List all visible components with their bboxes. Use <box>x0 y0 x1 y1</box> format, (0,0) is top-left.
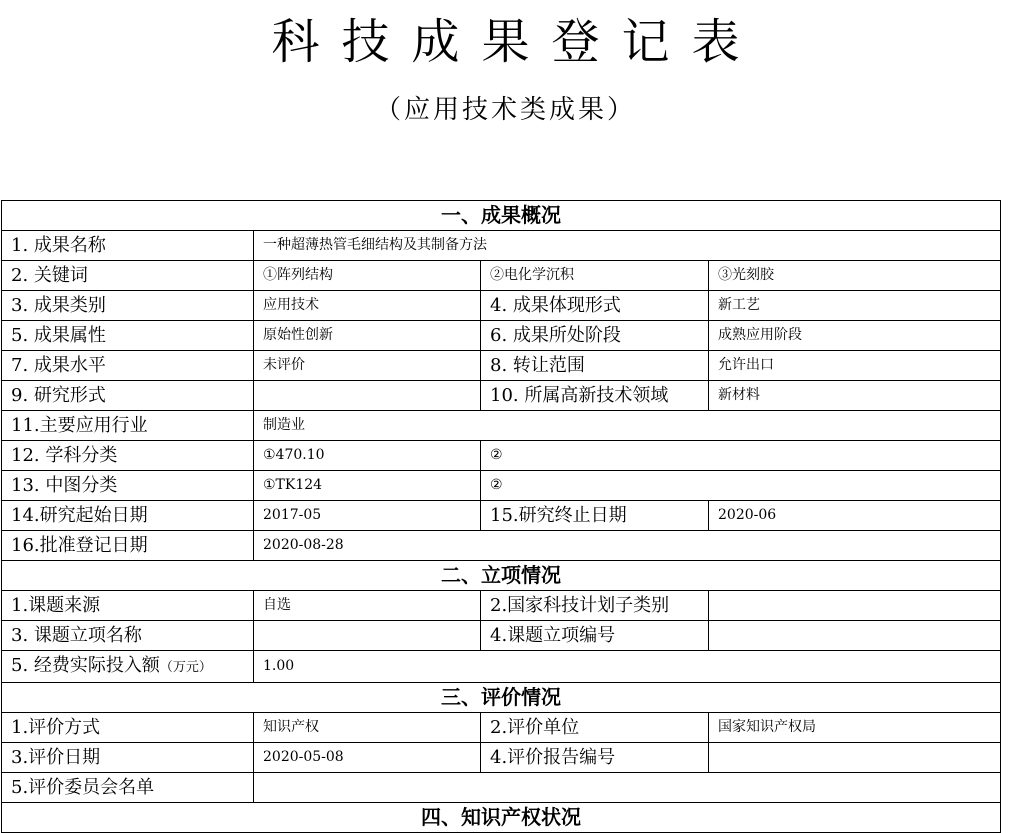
table-row <box>2 471 1001 501</box>
field-label: 1.课题来源 <box>2 591 254 621</box>
clc-class-value: ①TK124 <box>254 471 481 501</box>
field-label: 14.研究起始日期 <box>2 501 254 531</box>
section-title: 三、评价情况 <box>2 683 1001 713</box>
table-row <box>2 321 1001 351</box>
field-label: 7. 成果水平 <box>2 351 254 381</box>
section-header-overview <box>2 201 1001 231</box>
keyword-value: ①阵列结构 <box>254 261 481 291</box>
committee-list-value <box>254 773 1001 803</box>
table-row <box>2 501 1001 531</box>
subject-class-value: ② <box>481 441 1001 471</box>
field-label: 3.评价日期 <box>2 743 254 773</box>
project-number-value <box>709 621 1001 651</box>
start-date-value: 2017-05 <box>254 501 481 531</box>
transfer-value: 允许出口 <box>709 351 1001 381</box>
level-value: 未评价 <box>254 351 481 381</box>
field-label: 2.国家科技计划子类别 <box>481 591 709 621</box>
field-label: 13. 中图分类 <box>2 471 254 501</box>
evaluation-method-value: 知识产权 <box>254 713 481 743</box>
section-header-ip-status <box>2 803 1001 833</box>
clc-class-value: ② <box>481 471 1001 501</box>
field-label: 2.评价单位 <box>481 713 709 743</box>
table-row <box>2 261 1001 291</box>
field-label: 11.主要应用行业 <box>2 411 254 441</box>
table-row <box>2 231 1001 261</box>
keyword-value: ③光刻胶 <box>709 261 1001 291</box>
project-source-value: 自选 <box>254 591 481 621</box>
field-label: 4.课题立项编号 <box>481 621 709 651</box>
table-row <box>2 651 1001 683</box>
section-title: 二、立项情况 <box>2 561 1001 591</box>
fund-value: 1.00 <box>254 651 1001 683</box>
field-label: 5.评价委员会名单 <box>2 773 254 803</box>
evaluation-unit-value: 国家知识产权局 <box>709 713 1001 743</box>
table-row <box>2 411 1001 441</box>
section-header-project <box>2 561 1001 591</box>
field-label: 2. 关键词 <box>2 261 254 291</box>
table-row <box>2 773 1001 803</box>
fund-label: 5. 经费实际投入额 <box>11 655 160 676</box>
field-label: 16.批准登记日期 <box>2 531 254 561</box>
form-subtitle: （应用技术类成果） <box>374 95 636 125</box>
field-label: 6. 成果所处阶段 <box>481 321 709 351</box>
field-label: 1.评价方式 <box>2 713 254 743</box>
field-label: 8. 转让范围 <box>481 351 709 381</box>
attribute-value: 原始性创新 <box>254 321 481 351</box>
evaluation-date-value: 2020-05-08 <box>254 743 481 773</box>
field-label: 12. 学科分类 <box>2 441 254 471</box>
report-number-value <box>709 743 1001 773</box>
field-label: 3. 课题立项名称 <box>2 621 254 651</box>
project-name-value <box>254 621 481 651</box>
field-label: 5. 成果属性 <box>2 321 254 351</box>
stage-value: 成熟应用阶段 <box>709 321 1001 351</box>
field-label: 3. 成果类别 <box>2 291 254 321</box>
keyword-value: ②电化学沉积 <box>481 261 709 291</box>
field-label: 15.研究终止日期 <box>481 501 709 531</box>
field-label: 4.评价报告编号 <box>481 743 709 773</box>
table-row <box>2 441 1001 471</box>
industry-value: 制造业 <box>254 411 1001 441</box>
hightech-field-value: 新材料 <box>709 381 1001 411</box>
table-row <box>2 291 1001 321</box>
field-label <box>2 651 254 683</box>
table-row <box>2 531 1001 561</box>
table-row <box>2 351 1001 381</box>
achievement-name-value: 一种超薄热管毛细结构及其制备方法 <box>254 231 1001 261</box>
table-row <box>2 621 1001 651</box>
end-date-value: 2020-06 <box>709 501 1001 531</box>
research-form-value <box>254 381 481 411</box>
field-label: 10. 所属高新技术领域 <box>481 381 709 411</box>
fund-unit: （万元） <box>159 660 212 675</box>
table-row <box>2 743 1001 773</box>
section-title: 一、成果概况 <box>2 201 1001 231</box>
field-label: 9. 研究形式 <box>2 381 254 411</box>
category-value: 应用技术 <box>254 291 481 321</box>
form-value: 新工艺 <box>709 291 1001 321</box>
form-title: 科技成果登记表 <box>271 14 762 70</box>
table-row <box>2 381 1001 411</box>
field-label: 4. 成果体现形式 <box>481 291 709 321</box>
registration-form-table <box>1 200 1001 833</box>
approval-date-value: 2020-08-28 <box>254 531 1001 561</box>
table-row <box>2 713 1001 743</box>
section-header-evaluation <box>2 683 1001 713</box>
plan-subcategory-value <box>709 591 1001 621</box>
table-row <box>2 591 1001 621</box>
field-label: 1. 成果名称 <box>2 231 254 261</box>
subject-class-value: ①470.10 <box>254 441 481 471</box>
section-title: 四、知识产权状况 <box>2 803 1001 833</box>
